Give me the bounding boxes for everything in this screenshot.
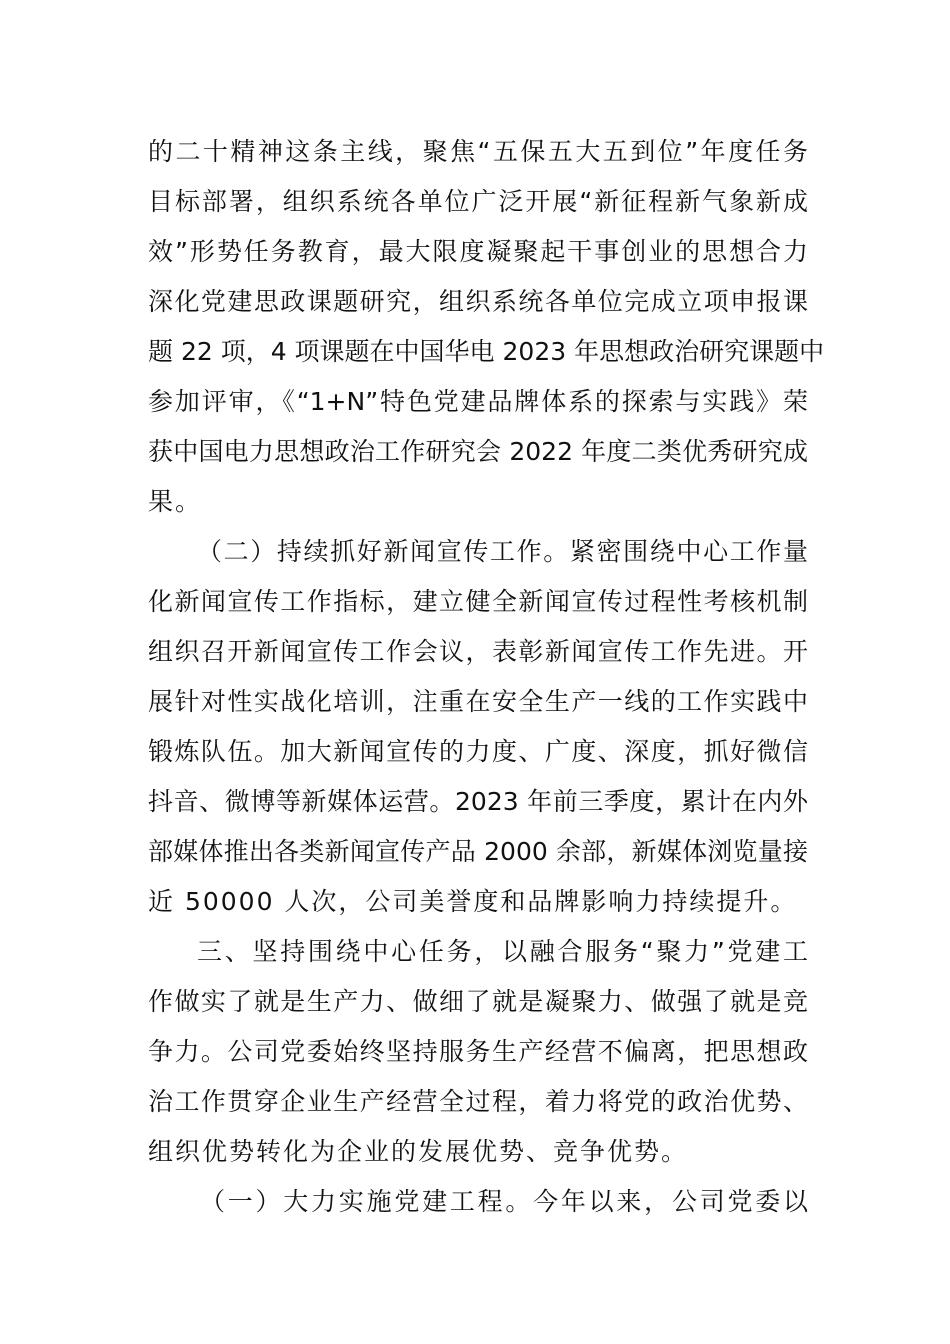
text-line: 组织召开新闻宣传工作会议，表彰新闻宣传工作先进。开: [148, 637, 808, 666]
text-line: 部媒体推出各类新闻宣传产品 2000 余部，新媒体浏览量接: [148, 837, 808, 866]
text-line: 获中国电力思想政治工作研究会 2022 年度二类优秀研究成: [148, 437, 808, 466]
text-line: 化新闻宣传工作指标，建立健全新闻宣传过程性考核机制: [148, 587, 808, 616]
text-line: 近 50000 人次，公司美誉度和品牌影响力持续提升。: [148, 887, 798, 916]
text-line: 作做实了就是生产力、做细了就是凝聚力、做强了就是竞: [148, 987, 808, 1016]
text-line: 的二十精神这条主线，聚焦“五保五大五到位”年度任务: [148, 137, 808, 166]
text-line: 组织优势转化为企业的发展优势、竞争优势。: [148, 1137, 689, 1166]
text-line: 治工作贯穿企业生产经营全过程，着力将党的政治优势、: [148, 1087, 808, 1116]
text-line: 目标部署，组织系统各单位广泛开展“新征程新气象新成: [148, 187, 808, 216]
text-line: 效”形势任务教育，最大限度凝聚起干事创业的思想合力: [148, 237, 808, 266]
text-line: 展针对性实战化培训，注重在安全生产一线的工作实践中: [148, 687, 808, 716]
text-line: 题 22 项，4 项课题在中国华电 2023 年思想政治研究课题中: [148, 337, 825, 366]
section-heading-line: （一）大力实施党建工程。今年以来，公司党委以: [200, 1187, 808, 1216]
section-heading-line: （二）持续抓好新闻宣传工作。紧密围绕中心工作量: [197, 537, 808, 566]
text-line: 参加评审，《“1+N”特色党建品牌体系的探索与实践》荣: [148, 387, 808, 416]
text-line: 深化党建思政课题研究，组织系统各单位完成立项申报课: [148, 287, 808, 316]
text-line: 抖音、微博等新媒体运营。2023 年前三季度，累计在内外: [148, 787, 808, 816]
section-heading-line: 三、坚持围绕中心任务，以融合服务“聚力”党建工: [197, 937, 808, 966]
text-line: 果。: [148, 487, 203, 516]
text-line: 争力。公司党委始终坚持服务生产经营不偏离，把思想政: [148, 1037, 808, 1066]
text-line: 锻炼队伍。加大新闻宣传的力度、广度、深度，抓好微信: [148, 737, 808, 766]
